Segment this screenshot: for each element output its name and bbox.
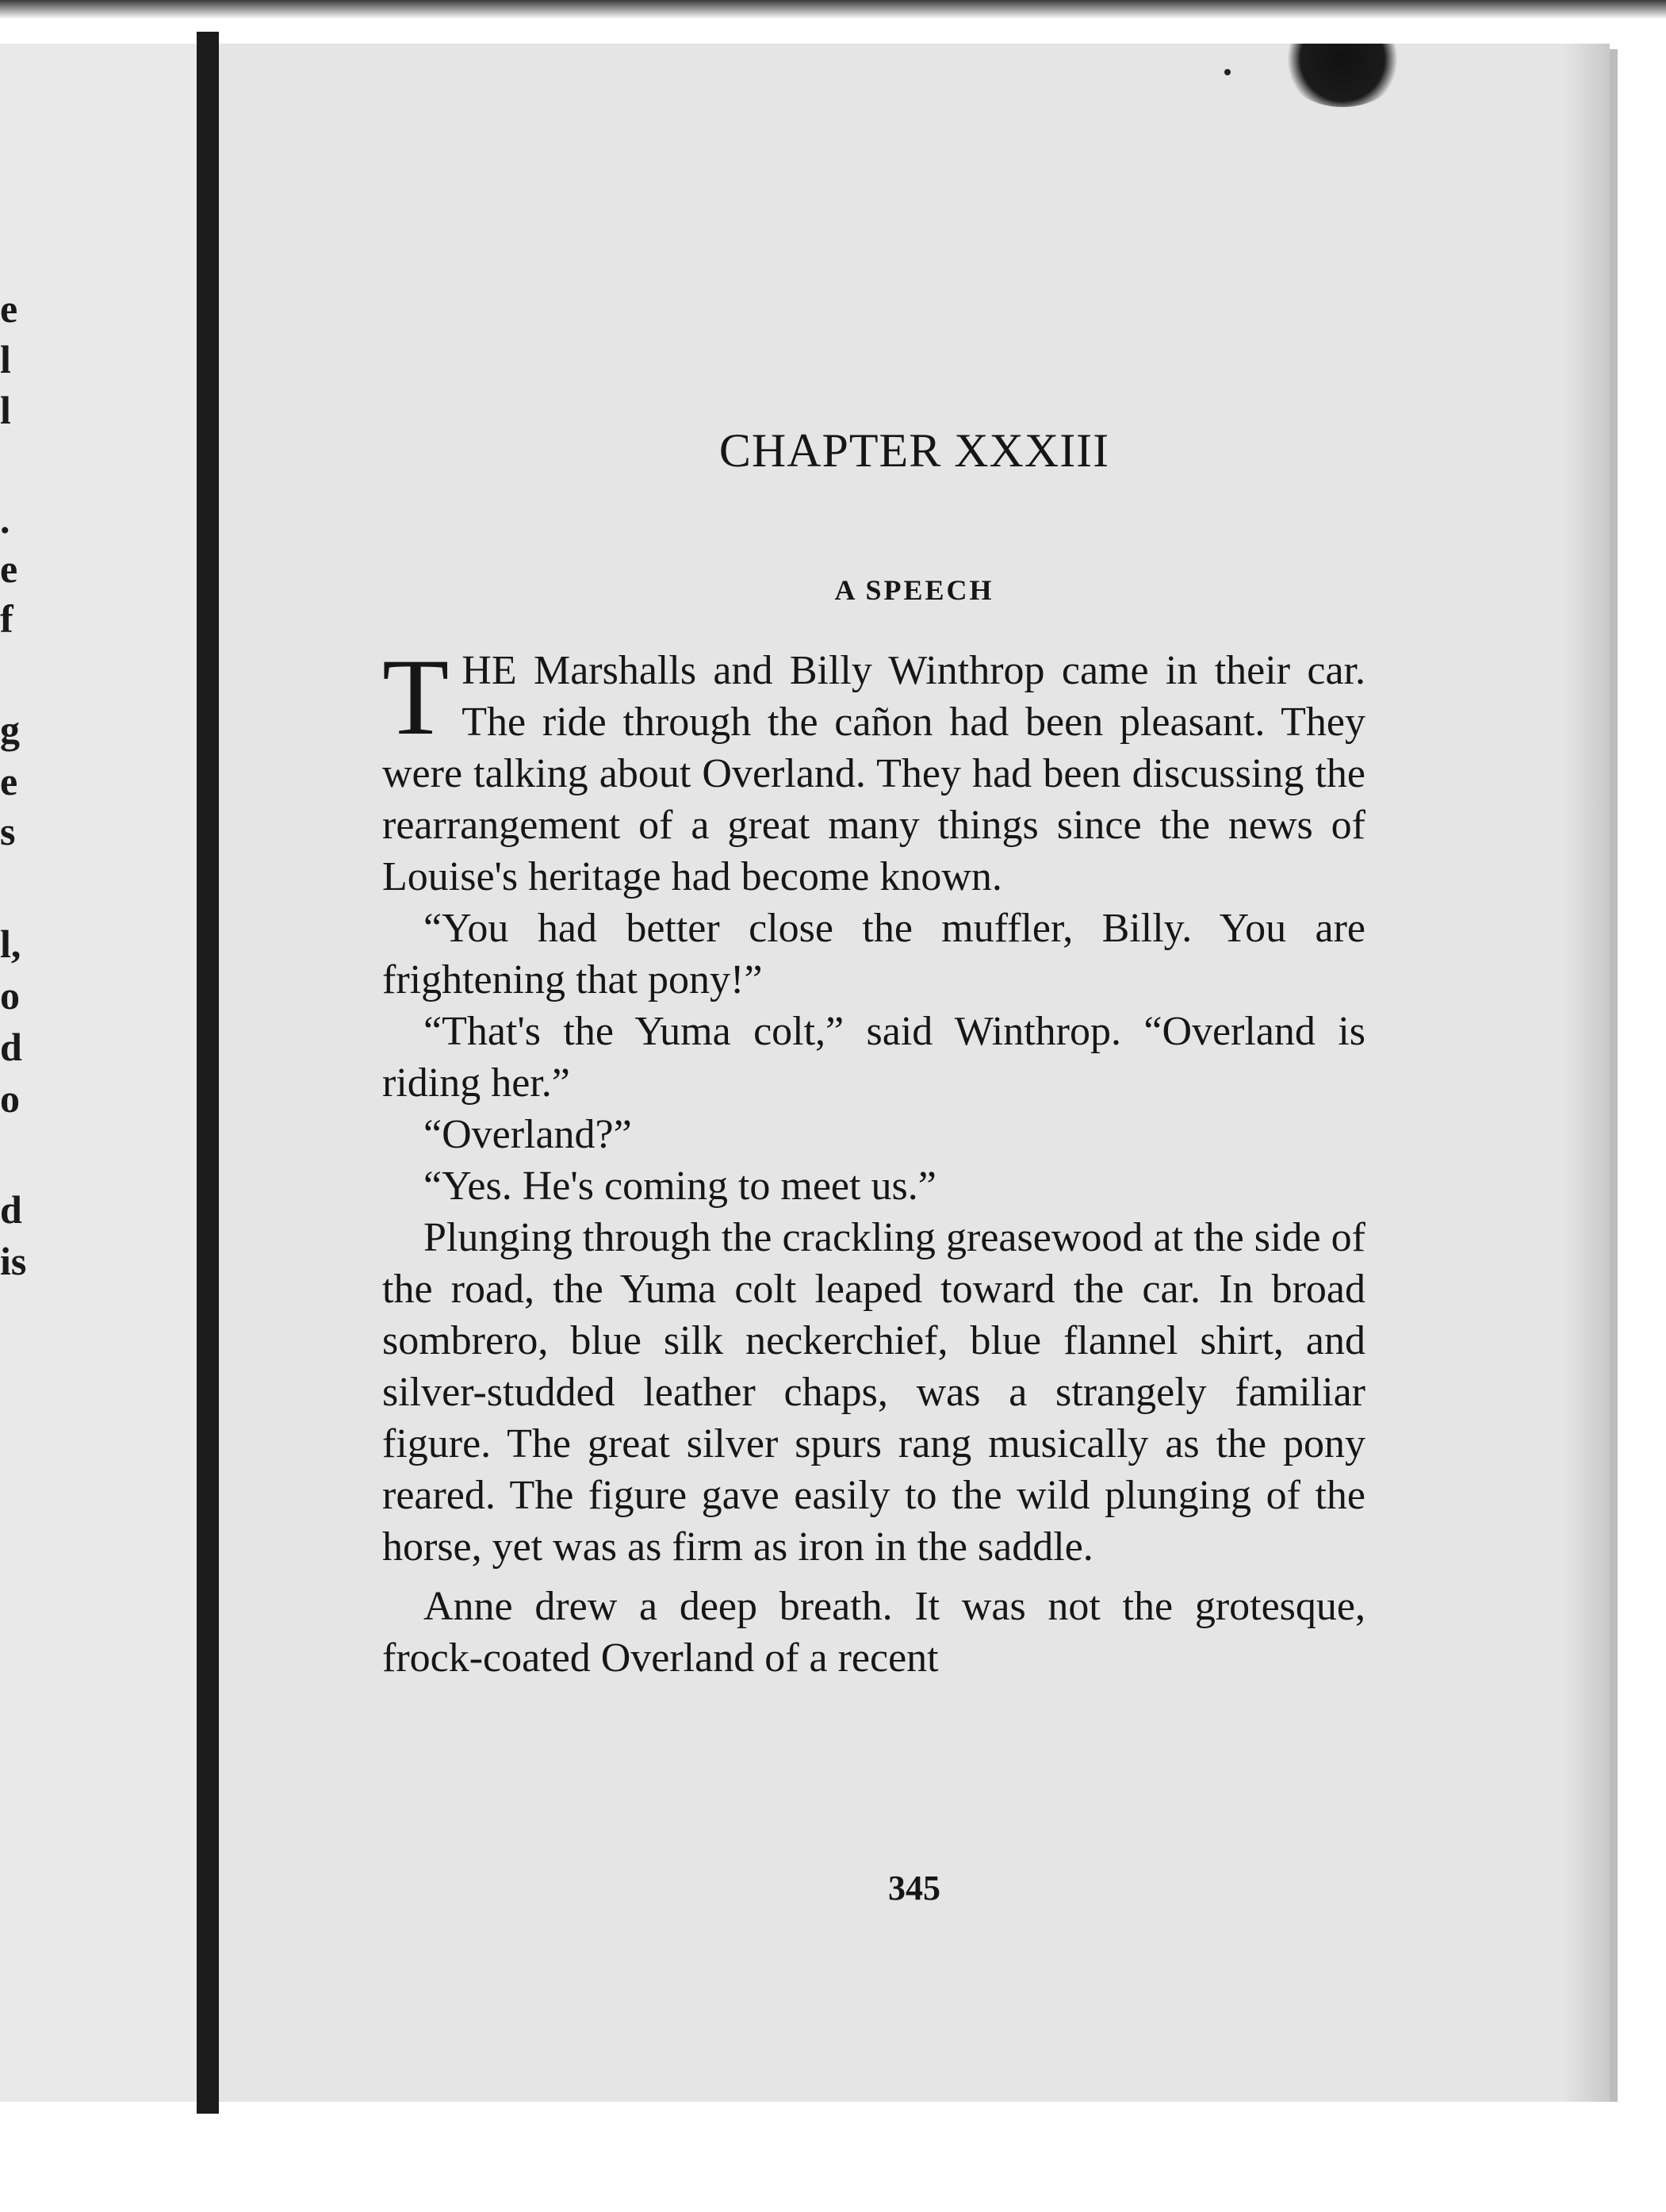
paragraph: “That's the Yuma colt,” said Winthrop. “Overland is riding her.” [382,1009,1365,1106]
facing-page-letter: l, [0,922,21,966]
scan-top-edge [0,0,1666,19]
facing-page-letter: e [0,546,18,591]
paragraph: “Yes. He's coming to meet us.” [423,1164,936,1209]
facing-page-letter: e [0,286,18,331]
facing-page-letter: e [0,759,18,803]
facing-page-edge [0,44,197,2102]
facing-page-letter: s [0,809,16,853]
facing-page-letter: d [0,1025,22,1069]
book-page [219,44,1610,2102]
chapter-subtitle: A SPEECH [834,574,994,606]
drop-cap: T [382,636,450,757]
ink-speck [1224,69,1231,75]
paragraph: “You had better close the muffler, Billy. You are frightening that pony!” [382,906,1365,1002]
facing-page-letter: l [0,388,11,432]
chapter-title: CHAPTER XXXIII [718,424,1110,477]
facing-page-letter: . [0,497,10,542]
ink-blot [1283,44,1402,107]
opening-paragraph [382,636,1365,903]
paragraph: Plunging through the crackling greasewood at the side of the road, the Yuma colt leaped toward the car. In broad sombrero, blue silk neckerchief, blue flannel shirt, and silver-studded leather chaps, was a strangely familiar figure. The great silver spurs rang musically as the pony reared. The figure gave easily to the wild plunging of the horse, yet was as firm as iron in the saddle. [382,1215,1365,1570]
chapter-body [382,636,1365,1684]
paragraph: Anne drew a deep breath. It was not the grotesque, frock-coated Overland of a recent [382,1584,1365,1681]
scan-frame-edge [1610,49,1618,2102]
facing-page-letter: f [0,596,13,641]
paragraph-text: HE Marshalls and Billy Winthrop came in their car. The ride through the cañon had been pleasant. They were talking about Overland. They had been discussing the rearrangement of a great many things since the news of Louise's heritage had become known. [382,648,1365,899]
book-spine-shadow [197,32,219,2114]
facing-page-letter: d [0,1187,22,1232]
facing-page-letter: is [0,1239,27,1283]
facing-page-letter: o [0,1076,20,1121]
facing-page-letter: l [0,337,11,381]
paragraph: “Overland?” [423,1112,632,1157]
facing-page-letter: o [0,973,20,1018]
page-number: 345 [888,1869,940,1907]
facing-page-letter: g [0,707,20,752]
page-edge-shadow [1562,44,1610,2102]
